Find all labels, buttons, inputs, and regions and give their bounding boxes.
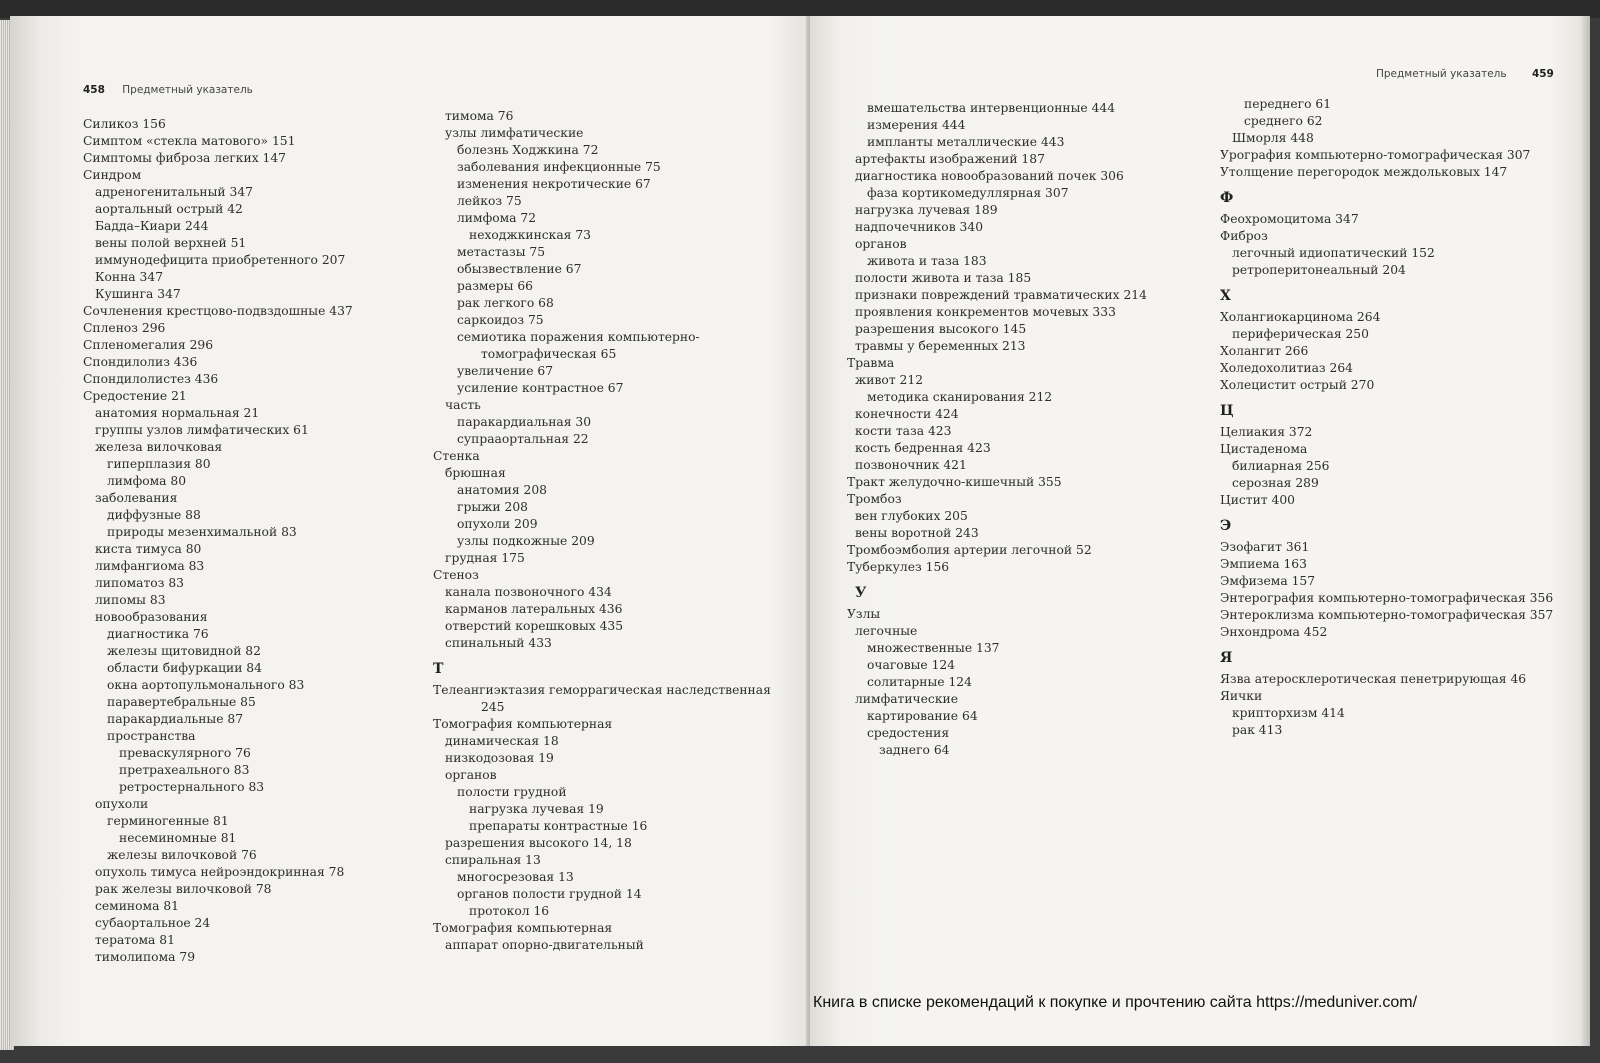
right-running-head xyxy=(1376,68,1554,80)
index-entry: семинома 81 xyxy=(95,899,179,913)
index-entry: спиральная 13 xyxy=(445,853,541,867)
index-entry: грудная 175 xyxy=(445,551,525,565)
index-entry: липомы 83 xyxy=(95,593,166,607)
left-running-title: Предметный указатель xyxy=(122,84,253,96)
index-entry: томографическая 65 xyxy=(481,347,617,361)
index-entry: ретроперитонеальный 204 xyxy=(1232,263,1406,277)
index-entry: 245 xyxy=(481,700,505,714)
index-entry: Цистит 400 xyxy=(1220,493,1295,507)
left-running-head xyxy=(83,84,253,96)
index-entry: диагностика 76 xyxy=(107,627,209,641)
index-entry: Средостение 21 xyxy=(83,389,187,403)
index-entry: грыжи 208 xyxy=(457,500,528,514)
index-entry: рак 413 xyxy=(1232,723,1283,737)
index-entry: Энтерография компьютерно-томографическая 356 xyxy=(1220,591,1554,605)
index-entry: Томография компьютерная xyxy=(433,717,613,731)
index-entry: тератома 81 xyxy=(95,933,175,947)
index-entry: Стеноз xyxy=(433,568,479,582)
index-entry: ретростернального 83 xyxy=(119,780,265,794)
index-entry: среднего 62 xyxy=(1244,114,1323,128)
index-entry: периферическая 250 xyxy=(1232,327,1369,341)
index-entry: области бифуркации 84 xyxy=(107,661,262,675)
index-entry: Спленомегалия 296 xyxy=(83,338,214,352)
index-entry: конечности 424 xyxy=(855,407,959,421)
index-entry: несеминомные 81 xyxy=(119,831,237,845)
index-entry: узлы подкожные 209 xyxy=(457,534,595,548)
index-entry: Симптомы фиброза легких 147 xyxy=(83,151,287,165)
index-entry: опухоль тимуса нейроэндокринная 78 xyxy=(95,865,345,879)
index-entry: живот 212 xyxy=(855,373,924,387)
index-entry: тимолипома 79 xyxy=(95,950,196,964)
index-entry: окна аортопульмонального 83 xyxy=(107,678,305,692)
index-entry: Урография компьютерно-томографическая 307 xyxy=(1220,148,1531,162)
index-entry: лимфома 72 xyxy=(457,211,537,225)
index-entry: картирование 64 xyxy=(867,709,978,723)
index-entry: очаговые 124 xyxy=(867,658,956,672)
index-entry: Симптом «стекла матового» 151 xyxy=(83,134,296,148)
index-entry: гиперплазия 80 xyxy=(107,457,211,471)
index-entry: изменения некротические 67 xyxy=(457,177,651,191)
index-entry: Тракт желудочно-кишечный 355 xyxy=(847,475,1062,489)
index-entry: диффузные 88 xyxy=(107,508,201,522)
index-entry: признаки повреждений травматических 214 xyxy=(855,288,1147,302)
index-entry: липоматоз 83 xyxy=(95,576,184,590)
index-entry: фаза кортикомедуллярная 307 xyxy=(867,186,1069,200)
index-entry: претрахеального 83 xyxy=(119,763,250,777)
index-entry: вены воротной 243 xyxy=(855,526,979,540)
index-entry: нагрузка лучевая 189 xyxy=(855,203,998,217)
index-entry: карманов латеральных 436 xyxy=(445,602,623,616)
index-entry: Спондилолиз 436 xyxy=(83,355,198,369)
index-entry: опухоли 209 xyxy=(457,517,538,531)
index-entry: семиотика поражения компьютерно- xyxy=(457,330,700,344)
index-entry: Холангиокарцинома 264 xyxy=(1220,310,1381,324)
index-entry: иммунодефицита приобретенного 207 xyxy=(95,253,346,267)
left-page xyxy=(10,16,810,1046)
index-letter-heading: Э xyxy=(1220,518,1232,534)
index-entry: кости таза 423 xyxy=(855,424,952,438)
index-entry: заболевания инфекционные 75 xyxy=(457,160,661,174)
index-entry: препараты контрастные 16 xyxy=(469,819,648,833)
index-entry: методика сканирования 212 xyxy=(867,390,1053,404)
index-entry: канала позвоночного 434 xyxy=(445,585,612,599)
index-entry: болезнь Ходжкина 72 xyxy=(457,143,599,157)
index-entry: многосрезовая 13 xyxy=(457,870,574,884)
index-entry: разрешения высокого 145 xyxy=(855,322,1027,336)
index-entry: неходжкинская 73 xyxy=(469,228,591,242)
index-entry: диагностика новообразований почек 306 xyxy=(855,169,1124,183)
index-entry: адреногенитальный 347 xyxy=(95,185,253,199)
index-entry: Спленоз 296 xyxy=(83,321,166,335)
index-column-3 xyxy=(847,100,1147,759)
index-entry: Бадда–Киари 244 xyxy=(95,219,209,233)
index-entry: Утолщение перегородок междольковых 147 xyxy=(1220,165,1508,179)
index-entry: заболевания xyxy=(95,491,178,505)
left-page-number: 458 xyxy=(83,84,105,96)
index-entry: Холецистит острый 270 xyxy=(1220,378,1375,392)
index-letter-heading: Я xyxy=(1220,650,1233,666)
index-entry: Тромбоэмболия артерии легочной 52 xyxy=(847,543,1092,557)
index-entry: Эзофагит 361 xyxy=(1220,540,1310,554)
index-entry: Феохромоцитома 347 xyxy=(1220,212,1359,226)
index-entry: часть xyxy=(445,398,481,412)
index-entry: железы щитовидной 82 xyxy=(107,644,261,658)
index-entry: легочные xyxy=(855,624,918,638)
index-entry: железа вилочковая xyxy=(95,440,223,454)
index-entry: железы вилочковой 76 xyxy=(107,848,257,862)
index-entry: травмы у беременных 213 xyxy=(855,339,1026,353)
index-entry: Узлы xyxy=(847,607,881,621)
index-entry: анатомия нормальная 21 xyxy=(95,406,260,420)
index-entry: Спондилолистез 436 xyxy=(83,372,219,386)
index-entry: увеличение 67 xyxy=(457,364,554,378)
index-entry: Кушинга 347 xyxy=(95,287,181,301)
index-entry: измерения 444 xyxy=(867,118,966,132)
index-letter-heading: Х xyxy=(1220,288,1231,304)
footer-note: Книга в списке рекомендаций к покупке и прочтению сайта https://meduniver.com/ xyxy=(813,994,1418,1011)
index-entry: разрешения высокого 14, 18 xyxy=(445,836,632,850)
index-entry: узлы лимфатические xyxy=(445,126,584,140)
index-entry: анатомия 208 xyxy=(457,483,547,497)
index-entry: Энхондрома 452 xyxy=(1220,625,1328,639)
index-entry: протокол 16 xyxy=(469,904,550,918)
index-entry: супрааортальная 22 xyxy=(457,432,589,446)
index-entry: новообразования xyxy=(95,610,208,624)
index-entry: Конна 347 xyxy=(95,270,164,284)
index-entry: размеры 66 xyxy=(457,279,533,293)
index-entry: солитарные 124 xyxy=(867,675,972,689)
index-entry: паракардиальная 30 xyxy=(457,415,592,429)
index-entry: спинальный 433 xyxy=(445,636,552,650)
index-entry: Яички xyxy=(1220,689,1263,703)
index-entry: Язва атеросклеротическая пенетрирующая 46 xyxy=(1220,672,1527,686)
index-column-1 xyxy=(83,116,353,966)
index-entry: брюшная xyxy=(445,466,506,480)
index-entry: вен глубоких 205 xyxy=(855,509,968,523)
index-entry: лимфома 80 xyxy=(107,474,187,488)
index-entry: паракардиальные 87 xyxy=(107,712,244,726)
index-entry: Синдром xyxy=(83,168,142,182)
index-entry: Фиброз xyxy=(1220,229,1268,243)
index-entry: Холангит 266 xyxy=(1220,344,1309,358)
index-entry: обызвествление 67 xyxy=(457,262,582,276)
index-entry: Эмфизема 157 xyxy=(1220,574,1316,588)
right-running-title: Предметный указатель xyxy=(1376,68,1507,80)
index-entry: полости живота и таза 185 xyxy=(855,271,1032,285)
index-entry: артефакты изображений 187 xyxy=(855,152,1045,166)
index-entry: надпочечников 340 xyxy=(855,220,984,234)
index-entry: множественные 137 xyxy=(867,641,1000,655)
index-entry: метастазы 75 xyxy=(457,245,546,259)
index-column-4 xyxy=(1220,96,1553,739)
index-entry: Цистаденома xyxy=(1220,442,1308,456)
index-entry: Энтероклизма компьютерно-томографическая 357 xyxy=(1220,608,1554,622)
index-entry: Холедохолитиаз 264 xyxy=(1220,361,1353,375)
index-entry: лимфангиома 83 xyxy=(95,559,205,573)
index-entry: крипторхизм 414 xyxy=(1232,706,1345,720)
index-entry: отверстий корешковых 435 xyxy=(445,619,624,633)
index-entry: лейкоз 75 xyxy=(457,194,522,208)
index-entry: серозная 289 xyxy=(1232,476,1319,490)
index-entry: Шморля 448 xyxy=(1232,131,1314,145)
index-entry: саркоидоз 75 xyxy=(457,313,544,327)
index-entry: Томография компьютерная xyxy=(433,921,613,935)
index-entry: усиление контрастное 67 xyxy=(457,381,624,395)
index-entry: органов xyxy=(445,768,497,782)
index-entry: тимома 76 xyxy=(445,109,514,123)
index-entry: средостения xyxy=(867,726,950,740)
index-entry: заднего 64 xyxy=(879,743,950,757)
index-entry: Стенка xyxy=(433,449,480,463)
index-entry: Телеангиэктазия геморрагическая наследственная xyxy=(433,683,771,697)
index-entry: лимфатические xyxy=(855,692,958,706)
index-entry: импланты металлические 443 xyxy=(867,135,1065,149)
index-entry: органов xyxy=(855,237,907,251)
index-entry: Силикоз 156 xyxy=(83,117,166,131)
right-page xyxy=(810,16,1590,1046)
index-entry: Туберкулез 156 xyxy=(847,560,950,574)
index-entry: Травма xyxy=(847,356,895,370)
index-entry: органов полости грудной 14 xyxy=(457,887,642,901)
index-letter-heading: У xyxy=(855,585,867,601)
index-entry: живота и таза 183 xyxy=(867,254,987,268)
index-entry: динамическая 18 xyxy=(445,734,559,748)
index-entry: нагрузка лучевая 19 xyxy=(469,802,604,816)
index-entry: проявления конкрементов мочевых 333 xyxy=(855,305,1116,319)
index-entry: опухоли xyxy=(95,797,149,811)
index-entry: природы мезенхимальной 83 xyxy=(107,525,297,539)
index-entry: герминогенные 81 xyxy=(107,814,229,828)
index-entry: вмешательства интервенционные 444 xyxy=(867,101,1116,115)
index-entry: группы узлов лимфатических 61 xyxy=(95,423,309,437)
index-entry: Целиакия 372 xyxy=(1220,425,1313,439)
index-entry: кость бедренная 423 xyxy=(855,441,991,455)
index-entry: Эмпиема 163 xyxy=(1220,557,1307,571)
index-entry: билиарная 256 xyxy=(1232,459,1330,473)
index-entry: аппарат опорно-двигательный xyxy=(445,938,644,952)
index-entry: Тромбоз xyxy=(847,492,902,506)
index-entry: позвоночник 421 xyxy=(855,458,967,472)
index-entry: полости грудной xyxy=(457,785,567,799)
index-entry: Сочленения крестцово-подвздошные 437 xyxy=(83,304,353,318)
index-entry: паравертебральные 85 xyxy=(107,695,256,709)
index-letter-heading: Т xyxy=(433,661,444,677)
index-entry: рак легкого 68 xyxy=(457,296,554,310)
index-entry: низкодозовая 19 xyxy=(445,751,554,765)
index-entry: вены полой верхней 51 xyxy=(95,236,247,250)
index-letter-heading: Ц xyxy=(1220,403,1234,419)
index-entry: легочный идиопатический 152 xyxy=(1232,246,1435,260)
index-letter-heading: Ф xyxy=(1220,190,1234,206)
index-entry: рак железы вилочковой 78 xyxy=(95,882,272,896)
index-entry: киста тимуса 80 xyxy=(95,542,202,556)
index-entry: субаортальное 24 xyxy=(95,916,211,930)
index-entry: пространства xyxy=(107,729,196,743)
index-entry: преваскулярного 76 xyxy=(119,746,251,760)
index-column-2 xyxy=(433,108,771,954)
index-entry: переднего 61 xyxy=(1244,97,1332,111)
right-page-number: 459 xyxy=(1531,68,1554,80)
index-entry: аортальный острый 42 xyxy=(95,202,243,216)
